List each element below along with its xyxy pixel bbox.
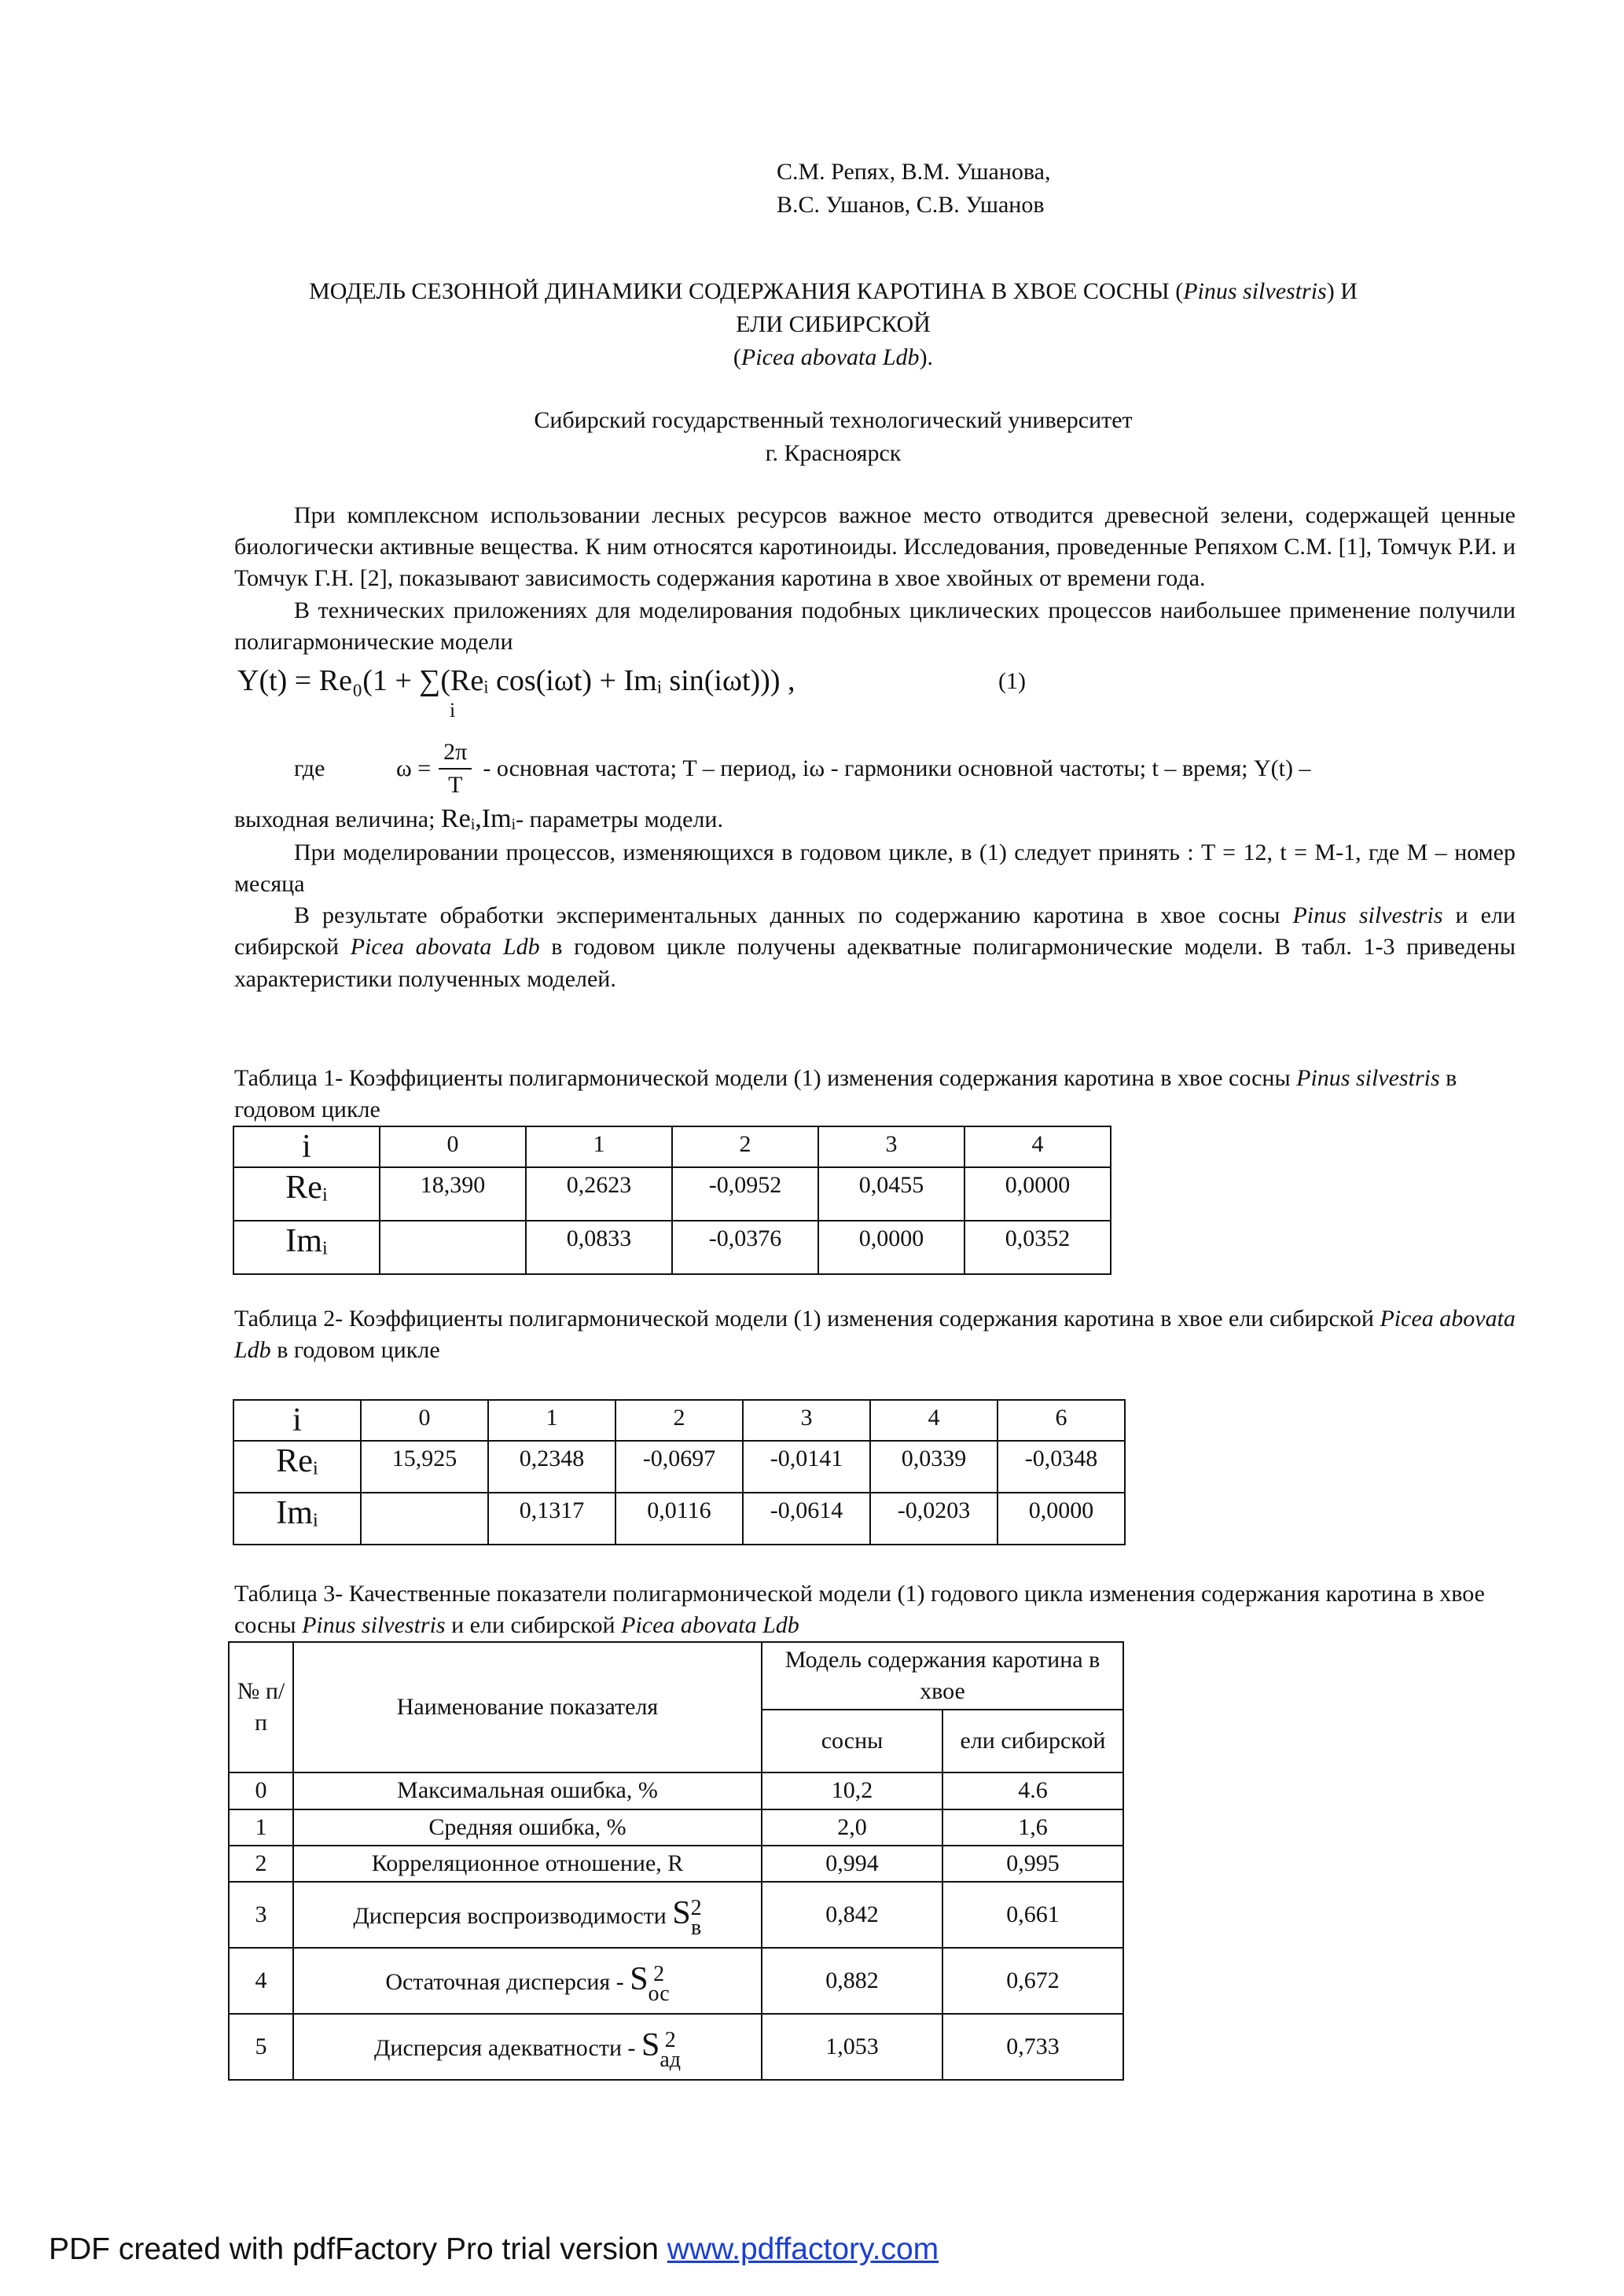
table2-im-4: -0,0614 [743,1493,870,1545]
table1-i-4: 3 [818,1126,964,1167]
table1-re-5: 0,0000 [964,1167,1111,1221]
table3-row3-no: 3 [229,1882,293,1948]
table3-row1-spruce: 1,6 [942,1809,1123,1846]
table1-re-3: -0,0952 [672,1167,818,1221]
table3-row4-name: Остаточная дисперсия - [385,1969,630,1996]
table2-i-6: 6 [998,1400,1125,1441]
table2-i-3: 2 [615,1400,743,1441]
table1-i-3: 2 [672,1126,818,1167]
table3-row4-name-cell [293,1948,762,2014]
affiliation-city: г. Красноярск [765,440,902,466]
title-latin-spruce: Picea abovata Ldb [740,344,920,370]
footer-text: PDF created with pdfFactory Pro trial version [49,2232,667,2266]
table2-im-2: 0,1317 [488,1493,615,1545]
p3-params: Reᵢ,Imᵢ [440,804,516,834]
table3-row1-name: Средняя ошибка, % [293,1809,762,1846]
table-row [229,1948,1123,2014]
table1-im-3: -0,0376 [672,1221,818,1274]
s-symbol: S [641,2027,660,2064]
table-row [233,1441,1125,1493]
table3 [228,1641,1124,2081]
table2-i-2: 1 [488,1400,615,1441]
p5-latin-spruce: Picea abovata Ldb [350,934,540,961]
where-word: где [294,755,325,782]
table3-row2-spruce: 0,995 [942,1846,1123,1882]
formula-sum-index: i [450,698,456,722]
table2 [233,1399,1126,1545]
table2-im-0: Imᵢ [233,1493,361,1545]
s-supsub: 2 в [690,1896,702,1941]
table2-i-5: 4 [870,1400,998,1441]
table-row [229,1809,1123,1846]
table2-caption-b: в годовом цикле [270,1337,440,1364]
title-latin-pine: Pinus silvestris [1183,278,1327,304]
table1-i-0: i [233,1126,380,1167]
table1-im-4: 0,0000 [818,1221,964,1274]
table2-caption-latin: Picea abovata Ldb [234,1306,1516,1364]
table3-row5-name-cell [293,2014,762,2080]
table3-caption-a: Таблица 3- Качественные показатели полигармонической модели (1) годового цикла изменения содержания каротина в хвое сосны [234,1581,1485,1639]
table1-caption [234,1063,1516,1126]
table1-im-0: Imᵢ [233,1221,380,1274]
authors-line-1: С.М. Репях, В.М. Ушанова, [777,159,1051,185]
table-row [233,1400,1125,1441]
table-row [229,1642,1123,1710]
table1 [233,1126,1111,1275]
title-line1-a: МОДЕЛЬ СЕЗОННОЙ ДИНАМИКИ СОДЕРЖАНИЯ КАРОТИНА В ХВОЕ СОСНЫ ( [309,278,1184,304]
table3-header-name: Наименование показателя [293,1642,762,1773]
paragraph-4: При моделировании процессов, изменяющихся в годовом цикле, в (1) следует принять : T = 12, t = M-1, где M – номер месяца [234,839,1516,898]
table3-row0-spruce: 4.6 [942,1773,1123,1809]
table3-row4-spruce: 0,672 [942,1948,1123,2014]
paper-title [236,275,1431,374]
table2-re-2: 0,2348 [488,1441,615,1493]
s-supsub: 2 ос [648,1962,670,2007]
table-row [229,1773,1123,1809]
where-rest: - основная частота; T – период, iω - гармоники основной частоты; t – время; Y(t) – [483,755,1311,782]
table3-row3-name: Дисперсия воспроизводимости [353,1903,673,1930]
pdf-footer [49,2229,939,2270]
p3-a: выходная величина; [234,806,435,833]
table3-row5-pine: 1,053 [762,2014,942,2080]
affiliation-university: Сибирский государственный технологический университет [534,407,1133,433]
table3-row2-name: Корреляционное отношение, R [293,1846,762,1882]
table3-row4-sym: ос [648,1982,670,2007]
table3-row5-name: Дисперсия адекватности - [373,2035,641,2062]
table3-row1-no: 1 [229,1809,293,1846]
table2-im-6: 0,0000 [998,1493,1125,1545]
p5-b: и ели сибирской [234,902,1516,961]
table3-caption-latin-spruce: Picea abovata Ldb [621,1612,799,1639]
table1-im-1 [380,1221,526,1274]
s-supsub: 2 ад [660,2028,682,2073]
table3-header-model: Модель содержания каротина в хвое [762,1642,1123,1710]
table2-caption-a: Таблица 2- Коэффициенты полигармонической модели (1) изменения содержания каротина в хвое ели сибирской [234,1306,1380,1332]
table2-re-5: 0,0339 [870,1441,998,1493]
table3-row4-no: 4 [229,1948,293,2014]
table1-re-1: 18,390 [380,1167,526,1221]
table3-header-pine: сосны [762,1710,942,1773]
table2-re-0: Reᵢ [233,1441,361,1493]
paragraph-3 [234,801,1516,837]
title-line3-b: ). [919,344,934,370]
table1-re-4: 0,0455 [818,1167,964,1221]
table1-caption-latin: Pinus silvestris [1296,1065,1440,1091]
authors [777,156,1327,222]
table3-row5-sym: ад [660,2048,682,2073]
table3-row3-sym: в [691,1916,702,1941]
table3-row0-pine: 10,2 [762,1773,942,1809]
table1-im-5: 0,0352 [964,1221,1111,1274]
omega-numerator: 2π [439,737,472,770]
table1-i-2: 1 [526,1126,672,1167]
omega-denominator: T [448,772,463,799]
title-line2: ЕЛИ СИБИРСКОЙ [736,311,931,337]
table3-header-no: № п/п [229,1642,293,1773]
formula-expression: Y(t) = Re₀(1 + ∑(Reᵢ cos(iωt) + Imᵢ sin(iωt))) , [237,663,795,697]
paragraph-2: В технических приложениях для моделирования подобных циклических процессов наибольшее применение получили полигармонические модели [234,597,1516,655]
table3-row5-spruce: 0,733 [942,2014,1123,2080]
table2-i-4: 3 [743,1400,870,1441]
table-row [233,1167,1111,1221]
table3-row2-no: 2 [229,1846,293,1882]
table2-re-4: -0,0141 [743,1441,870,1493]
table1-i-5: 4 [964,1126,1111,1167]
affiliation [236,404,1431,470]
table1-re-2: 0,2623 [526,1167,672,1221]
table1-re-0: Reᵢ [233,1167,380,1221]
table3-row1-pine: 2,0 [762,1809,942,1846]
table-row [229,2014,1123,2080]
p5-latin-pine: Pinus silvestris [1292,902,1443,929]
table2-re-3: -0,0697 [615,1441,743,1493]
title-line3-a: ( [733,344,741,370]
table3-row4-pine: 0,882 [762,1948,942,2014]
table3-caption-b: и ели сибирской [445,1612,622,1639]
table3-caption-latin-pine: Pinus silvestris [302,1612,446,1639]
paragraph-5 [234,900,1516,995]
table3-header-spruce: ели сибирской [942,1710,1123,1773]
table3-row2-pine: 0,994 [762,1846,942,1882]
s-symbol: S [672,1895,691,1932]
table3-row3-name-cell [293,1882,762,1948]
table1-caption-b: в годовом цикле [234,1065,1457,1123]
table3-row3-pine: 0,842 [762,1882,942,1948]
formula-1 [237,661,1516,732]
s-symbol: S [630,1961,648,1998]
table2-im-1 [361,1493,488,1545]
table2-re-1: 15,925 [361,1441,488,1493]
p5-c: в годовом цикле получены адекватные полигармонические модели. В табл. 1-3 приведены характеристики полученных моделей. [234,934,1516,992]
authors-line-2: В.С. Ушанов, С.В. Ушанов [777,192,1045,218]
table-row [229,1882,1123,1948]
table-row [229,1846,1123,1882]
footer-link[interactable]: www.pdffactory.com [667,2232,939,2266]
p5-a: В результате обработки экспериментальных данных по содержанию каротина в хвое сосны [294,902,1293,929]
table2-i-1: 0 [361,1400,488,1441]
table2-im-3: 0,0116 [615,1493,743,1545]
table2-caption [234,1303,1516,1366]
table3-row3-spruce: 0,661 [942,1882,1123,1948]
formula-number: (1) [998,667,1026,694]
omega-fraction [439,737,472,801]
table-row [233,1221,1111,1274]
table-row [233,1493,1125,1545]
table2-i-0: i [233,1400,361,1441]
table1-caption-a: Таблица 1- Коэффициенты полигармонической модели (1) изменения содержания каротина в хвое сосны [234,1065,1297,1091]
table-row [233,1126,1111,1167]
table2-re-6: -0,0348 [998,1441,1125,1493]
omega-lhs: ω = [396,755,432,782]
table1-im-2: 0,0833 [526,1221,672,1274]
body-text [234,500,1516,995]
paragraph-1: При комплексном использовании лесных ресурсов важное место отводится древесной зелени, содержащей ценные биологически активные вещества. К ним относятся каротиноиды. Исследования, проведенные Репяхом С.М. [1], Томчук Р.И. и Томчук Г.Н. [2], показывают зависимость содержания каротина в хвое хвойных от времени года. [234,502,1516,592]
table3-row0-no: 0 [229,1773,293,1809]
title-line1-b: ) И [1326,278,1358,304]
table3-caption [234,1578,1516,1641]
table2-im-5: -0,0203 [870,1493,998,1545]
formula-definitions [234,737,1516,801]
table3-row0-name: Максимальная ошибка, % [293,1773,762,1809]
p3-b: - параметры модели. [516,806,723,833]
table3-row5-no: 5 [229,2014,293,2080]
table1-i-1: 0 [380,1126,526,1167]
